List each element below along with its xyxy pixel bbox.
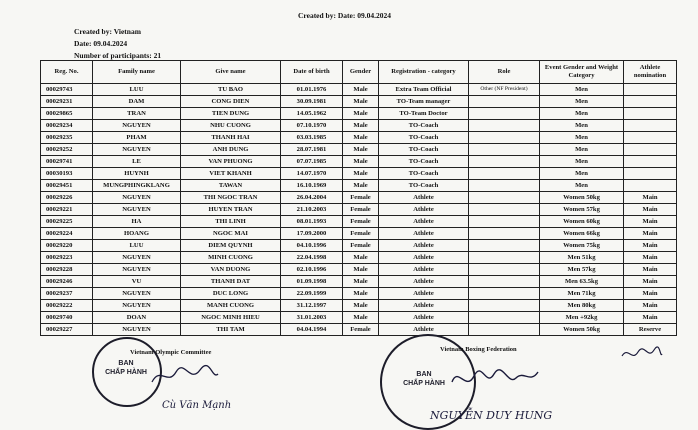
table-row bbox=[41, 84, 677, 96]
table-cell bbox=[469, 132, 540, 144]
registration-table bbox=[40, 60, 677, 336]
table-cell: THI TAM bbox=[181, 324, 281, 336]
table-row bbox=[41, 120, 677, 132]
table-cell: VU bbox=[93, 276, 181, 288]
table-cell: Men 63.5kg bbox=[540, 276, 624, 288]
table-cell: NGOC MINH HIEU bbox=[181, 312, 281, 324]
table-cell bbox=[624, 120, 677, 132]
table-row bbox=[41, 312, 677, 324]
table-cell: 00029743 bbox=[41, 84, 93, 96]
table-cell: Male bbox=[343, 180, 379, 192]
table-cell bbox=[624, 144, 677, 156]
table-cell: TO-Coach bbox=[379, 168, 469, 180]
table-cell bbox=[469, 276, 540, 288]
table-cell: 01.09.1998 bbox=[281, 276, 343, 288]
table-cell: Main bbox=[624, 204, 677, 216]
table-cell: TIEN DUNG bbox=[181, 108, 281, 120]
table-cell: Male bbox=[343, 276, 379, 288]
table-cell: 31.12.1997 bbox=[281, 300, 343, 312]
table-cell bbox=[624, 156, 677, 168]
right-stamp-text: BAN CHẤP HÀNH bbox=[403, 371, 445, 387]
table-cell: DAM bbox=[93, 96, 181, 108]
table-row bbox=[41, 264, 677, 276]
table-cell: Female bbox=[343, 240, 379, 252]
table-cell: TO-Coach bbox=[379, 144, 469, 156]
column-header: Reg. No. bbox=[41, 61, 93, 84]
left-signer-name: Cù Văn Mạnh bbox=[162, 400, 232, 411]
table-header-row bbox=[41, 61, 677, 84]
table-cell: VAN DUONG bbox=[181, 264, 281, 276]
table-cell: Male bbox=[343, 288, 379, 300]
table-cell: 07.10.1970 bbox=[281, 120, 343, 132]
left-signature-mark bbox=[150, 362, 220, 390]
table-cell: Women 60kg bbox=[540, 216, 624, 228]
left-stamp-text: BAN CHẤP HÀNH bbox=[105, 360, 147, 376]
table-cell: Male bbox=[343, 144, 379, 156]
table-cell: HUYEN TRAN bbox=[181, 204, 281, 216]
table-cell: VIET KHANH bbox=[181, 168, 281, 180]
table-cell: 00029227 bbox=[41, 324, 93, 336]
column-header: Give name bbox=[181, 61, 281, 84]
table-cell: 00029231 bbox=[41, 96, 93, 108]
table-cell: Athlete bbox=[379, 252, 469, 264]
table-cell bbox=[469, 240, 540, 252]
table-cell: Extra Team Official bbox=[379, 84, 469, 96]
table-cell: Male bbox=[343, 84, 379, 96]
table-cell: NHU CUONG bbox=[181, 120, 281, 132]
right-corner-signature-mark bbox=[620, 344, 664, 364]
table-cell: TRAN bbox=[93, 108, 181, 120]
table-row bbox=[41, 180, 677, 192]
table-cell bbox=[469, 324, 540, 336]
table-cell bbox=[469, 180, 540, 192]
table-cell: Men bbox=[540, 144, 624, 156]
table-cell bbox=[624, 108, 677, 120]
table-cell: Men bbox=[540, 120, 624, 132]
table-cell bbox=[624, 132, 677, 144]
table-cell: 00029224 bbox=[41, 228, 93, 240]
table-cell: PHAM bbox=[93, 132, 181, 144]
participants-count: Number of participants: 21 bbox=[74, 51, 162, 60]
table-cell bbox=[624, 96, 677, 108]
table-cell: Women 50kg bbox=[540, 192, 624, 204]
table-cell: 00030193 bbox=[41, 168, 93, 180]
table-cell: Reserve bbox=[624, 324, 677, 336]
header-block bbox=[74, 26, 161, 62]
table-cell: LE bbox=[93, 156, 181, 168]
table-cell bbox=[469, 120, 540, 132]
table-row bbox=[41, 192, 677, 204]
table-row bbox=[41, 216, 677, 228]
table-cell: Female bbox=[343, 216, 379, 228]
date: Date: 09.04.2024 bbox=[74, 39, 128, 48]
table-cell: 31.01.2003 bbox=[281, 312, 343, 324]
table-cell bbox=[469, 228, 540, 240]
table-cell: 28.07.1981 bbox=[281, 144, 343, 156]
table-cell: 00029246 bbox=[41, 276, 93, 288]
table-cell: 00029225 bbox=[41, 216, 93, 228]
table-cell: Men bbox=[540, 132, 624, 144]
table-cell: HUYNH bbox=[93, 168, 181, 180]
column-header: Family name bbox=[93, 61, 181, 84]
table-cell bbox=[469, 300, 540, 312]
table-cell: Men bbox=[540, 84, 624, 96]
table-cell: Male bbox=[343, 168, 379, 180]
table-cell: NGUYEN bbox=[93, 204, 181, 216]
table-cell: Main bbox=[624, 264, 677, 276]
table-cell: Male bbox=[343, 252, 379, 264]
table-cell bbox=[469, 288, 540, 300]
table-cell: Men bbox=[540, 180, 624, 192]
table-cell: Men bbox=[540, 96, 624, 108]
table-row bbox=[41, 96, 677, 108]
table-row bbox=[41, 108, 677, 120]
table-cell: 00029221 bbox=[41, 204, 93, 216]
table-cell: Female bbox=[343, 228, 379, 240]
table-cell: DOAN bbox=[93, 312, 181, 324]
table-cell: NGUYEN bbox=[93, 324, 181, 336]
table-cell: TO-Team Doctor bbox=[379, 108, 469, 120]
table-cell: 14.05.1962 bbox=[281, 108, 343, 120]
table-cell bbox=[469, 216, 540, 228]
table-cell: 04.10.1996 bbox=[281, 240, 343, 252]
header-created-by-date: Created by: Date: 09.04.2024 bbox=[298, 11, 391, 20]
table-cell: 14.07.1970 bbox=[281, 168, 343, 180]
table-cell: VAN PHUONG bbox=[181, 156, 281, 168]
table-cell bbox=[469, 312, 540, 324]
table-cell: NGUYEN bbox=[93, 288, 181, 300]
table-cell: ANH DUNG bbox=[181, 144, 281, 156]
table-cell: 00029741 bbox=[41, 156, 93, 168]
table-cell: HOANG bbox=[93, 228, 181, 240]
table-cell: 21.10.2003 bbox=[281, 204, 343, 216]
table-cell: 00029222 bbox=[41, 300, 93, 312]
table-cell: Main bbox=[624, 216, 677, 228]
table-cell: THI NGOC TRAN bbox=[181, 192, 281, 204]
table-cell: NGUYEN bbox=[93, 264, 181, 276]
table-cell: Athlete bbox=[379, 204, 469, 216]
table-cell bbox=[469, 168, 540, 180]
table-cell: Athlete bbox=[379, 216, 469, 228]
table-cell: MANH CUONG bbox=[181, 300, 281, 312]
table-cell: 26.04.2004 bbox=[281, 192, 343, 204]
table-cell: Female bbox=[343, 324, 379, 336]
table-cell: TO-Team manager bbox=[379, 96, 469, 108]
table-row bbox=[41, 240, 677, 252]
table-cell bbox=[469, 96, 540, 108]
table-cell: DUC LONG bbox=[181, 288, 281, 300]
table-row bbox=[41, 228, 677, 240]
table-cell: Main bbox=[624, 300, 677, 312]
table-cell: Athlete bbox=[379, 324, 469, 336]
table-cell: 00029234 bbox=[41, 120, 93, 132]
table-row bbox=[41, 276, 677, 288]
table-cell: Main bbox=[624, 252, 677, 264]
right-signer-name: NGUYỄN DUY HUNG bbox=[430, 409, 553, 422]
table-cell: Athlete bbox=[379, 312, 469, 324]
table-row bbox=[41, 144, 677, 156]
table-row bbox=[41, 156, 677, 168]
table-cell: 00029740 bbox=[41, 312, 93, 324]
table-cell bbox=[624, 180, 677, 192]
table-cell: 00029237 bbox=[41, 288, 93, 300]
table-cell: 00029235 bbox=[41, 132, 93, 144]
column-header: Gender bbox=[343, 61, 379, 84]
table-cell: 22.04.1998 bbox=[281, 252, 343, 264]
table-cell: 04.04.1994 bbox=[281, 324, 343, 336]
table-cell: 00029252 bbox=[41, 144, 93, 156]
left-org-label: Vietnam Olympic Committee bbox=[130, 349, 212, 356]
table-cell: 03.03.1985 bbox=[281, 132, 343, 144]
table-cell: Male bbox=[343, 264, 379, 276]
table-cell: Men +92kg bbox=[540, 312, 624, 324]
table-cell: Main bbox=[624, 276, 677, 288]
table-cell: THI LINH bbox=[181, 216, 281, 228]
table-cell: LUU bbox=[93, 84, 181, 96]
table-cell: 00029223 bbox=[41, 252, 93, 264]
table-cell: CONG DIEN bbox=[181, 96, 281, 108]
table-cell: Female bbox=[343, 192, 379, 204]
table-row bbox=[41, 300, 677, 312]
table-cell: 16.10.1969 bbox=[281, 180, 343, 192]
table-cell: Athlete bbox=[379, 288, 469, 300]
table-cell: NGUYEN bbox=[93, 252, 181, 264]
table-cell: Men 57kg bbox=[540, 264, 624, 276]
table-cell: 00029865 bbox=[41, 108, 93, 120]
table-cell: Male bbox=[343, 120, 379, 132]
table-cell: TO-Coach bbox=[379, 180, 469, 192]
table-cell: 00029226 bbox=[41, 192, 93, 204]
table-cell: Athlete bbox=[379, 300, 469, 312]
table-cell: Other (NF President) bbox=[469, 84, 540, 96]
table-row bbox=[41, 288, 677, 300]
table-cell: NGOC MAI bbox=[181, 228, 281, 240]
right-org-label: Vietnam Boxing Federation bbox=[440, 346, 517, 353]
table-cell: Main bbox=[624, 192, 677, 204]
table-cell: 02.10.1996 bbox=[281, 264, 343, 276]
table-cell: Men 51kg bbox=[540, 252, 624, 264]
column-header: Role bbox=[469, 61, 540, 84]
table-cell bbox=[469, 252, 540, 264]
table-cell: Women 75kg bbox=[540, 240, 624, 252]
table-cell: 08.01.1993 bbox=[281, 216, 343, 228]
table-cell bbox=[469, 108, 540, 120]
column-header: Event Gender and Weight Category bbox=[540, 61, 624, 84]
table-cell: THANH HAI bbox=[181, 132, 281, 144]
table-cell: MINH CUONG bbox=[181, 252, 281, 264]
table-cell bbox=[469, 264, 540, 276]
table-cell: NGUYEN bbox=[93, 120, 181, 132]
table-cell: MUNGPHINGKLANG bbox=[93, 180, 181, 192]
table-cell: Athlete bbox=[379, 228, 469, 240]
table-cell: 01.01.1976 bbox=[281, 84, 343, 96]
created-by: Created by: Vietnam bbox=[74, 27, 141, 36]
table-row bbox=[41, 324, 677, 336]
table-cell: Male bbox=[343, 300, 379, 312]
table-cell: DIEM QUYNH bbox=[181, 240, 281, 252]
table-cell: Main bbox=[624, 240, 677, 252]
table-cell bbox=[469, 144, 540, 156]
table-row bbox=[41, 252, 677, 264]
table-cell: Male bbox=[343, 312, 379, 324]
table-cell: Male bbox=[343, 96, 379, 108]
table-cell: Athlete bbox=[379, 276, 469, 288]
table-cell bbox=[624, 84, 677, 96]
table-row bbox=[41, 204, 677, 216]
table-cell: NGUYEN bbox=[93, 300, 181, 312]
table-cell: Main bbox=[624, 228, 677, 240]
table-cell: Men bbox=[540, 156, 624, 168]
column-header: Registration - category bbox=[379, 61, 469, 84]
table-cell: 00029451 bbox=[41, 180, 93, 192]
table-row bbox=[41, 132, 677, 144]
table-body bbox=[41, 84, 677, 336]
table-cell: 00029220 bbox=[41, 240, 93, 252]
table-cell: Women 57kg bbox=[540, 204, 624, 216]
table-cell: Men 71kg bbox=[540, 288, 624, 300]
table-cell: Athlete bbox=[379, 240, 469, 252]
table-cell bbox=[469, 204, 540, 216]
table-cell: HA bbox=[93, 216, 181, 228]
table-cell: 17.09.2000 bbox=[281, 228, 343, 240]
table-cell: Main bbox=[624, 288, 677, 300]
table-row bbox=[41, 168, 677, 180]
table-cell: Athlete bbox=[379, 264, 469, 276]
table-cell: TO-Coach bbox=[379, 120, 469, 132]
table-cell: 22.09.1999 bbox=[281, 288, 343, 300]
table-cell: Women 50kg bbox=[540, 324, 624, 336]
table-cell: TAWAN bbox=[181, 180, 281, 192]
table-cell: Main bbox=[624, 312, 677, 324]
table-cell: Athlete bbox=[379, 192, 469, 204]
table-cell: Men bbox=[540, 108, 624, 120]
table-cell: THANH DAT bbox=[181, 276, 281, 288]
table-cell: 00029228 bbox=[41, 264, 93, 276]
table-cell: Male bbox=[343, 108, 379, 120]
right-signature-mark bbox=[450, 364, 540, 394]
table-cell bbox=[624, 168, 677, 180]
table-cell: Women 66kg bbox=[540, 228, 624, 240]
table-cell bbox=[469, 192, 540, 204]
table-cell: Men 80kg bbox=[540, 300, 624, 312]
table-cell: TO-Coach bbox=[379, 156, 469, 168]
table-cell: Male bbox=[343, 132, 379, 144]
table-cell: Men bbox=[540, 168, 624, 180]
table-cell: LUU bbox=[93, 240, 181, 252]
column-header: Athlete nomination bbox=[624, 61, 677, 84]
table-cell bbox=[469, 156, 540, 168]
table-cell: NGUYEN bbox=[93, 144, 181, 156]
table-cell: 07.07.1985 bbox=[281, 156, 343, 168]
table-cell: Female bbox=[343, 204, 379, 216]
table-cell: Male bbox=[343, 156, 379, 168]
table-cell: NGUYEN bbox=[93, 192, 181, 204]
table-cell: 30.09.1981 bbox=[281, 96, 343, 108]
column-header: Date of birth bbox=[281, 61, 343, 84]
table-cell: TO-Coach bbox=[379, 132, 469, 144]
table-cell: TU BAO bbox=[181, 84, 281, 96]
